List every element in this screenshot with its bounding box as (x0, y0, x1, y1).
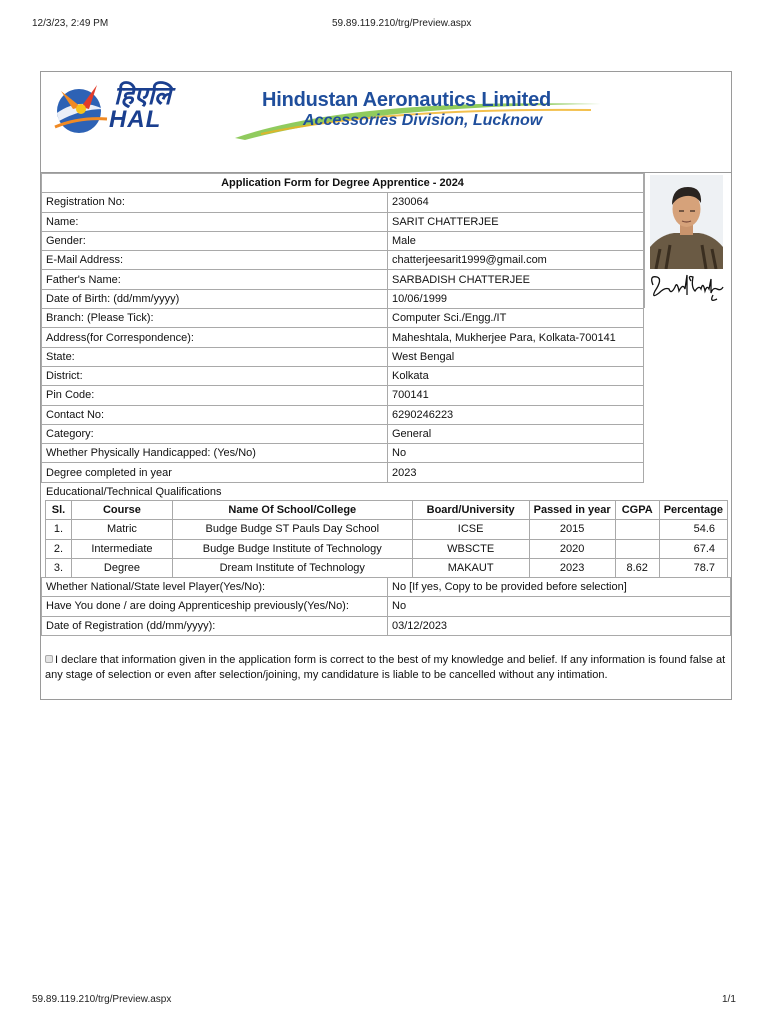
field-value: 10/06/1999 (388, 289, 644, 308)
table-row (42, 193, 644, 212)
table-row (42, 251, 644, 270)
table-header-row (46, 501, 728, 520)
table-cell: Degree (71, 558, 172, 577)
table-row (42, 597, 731, 616)
table-cell: Budge Budge ST Pauls Day School (172, 520, 412, 539)
form-title-row (42, 174, 644, 193)
field-label: Branch: (Please Tick): (42, 309, 388, 328)
table-row (42, 405, 644, 424)
hal-logo-icon (51, 79, 111, 139)
table-row (42, 444, 644, 463)
field-value: 03/12/2023 (388, 616, 731, 635)
table-row (46, 558, 728, 577)
col-header: Course (71, 501, 172, 520)
table-row (42, 463, 644, 482)
table-row (42, 578, 731, 597)
table-row (46, 539, 728, 558)
field-value: Computer Sci./Engg./IT (388, 309, 644, 328)
field-label: State: (42, 347, 388, 366)
field-value: SARIT CHATTERJEE (388, 212, 644, 231)
field-label: Registration No: (42, 193, 388, 212)
division-name: Accessories Division, Lucknow (303, 112, 543, 129)
applicant-details-table (41, 173, 644, 483)
table-cell: Intermediate (71, 539, 172, 558)
print-datetime: 12/3/23, 2:49 PM (32, 18, 109, 29)
field-value: 700141 (388, 386, 644, 405)
logo-hal-text: HAL (109, 106, 162, 133)
additional-info-table (41, 577, 731, 636)
applicant-photo (650, 175, 723, 269)
field-label: Have You done / are doing Apprenticeship previously(Yes/No): (42, 597, 388, 616)
company-name: Hindustan Aeronautics Limited (262, 89, 552, 111)
field-label: E-Mail Address: (42, 251, 388, 270)
table-cell: 67.4 (659, 539, 727, 558)
table-row (42, 270, 644, 289)
table-cell (615, 539, 659, 558)
field-label: Category: (42, 424, 388, 443)
education-section-label: Educational/Technical Qualifications (46, 486, 222, 498)
field-value: General (388, 424, 644, 443)
col-header: CGPA (615, 501, 659, 520)
table-cell: Budge Budge Institute of Technology (172, 539, 412, 558)
table-row (42, 309, 644, 328)
field-value: Male (388, 231, 644, 250)
table-cell: 2023 (529, 558, 615, 577)
field-label: Whether National/State level Player(Yes/No): (42, 578, 388, 597)
col-header: Name Of School/College (172, 501, 412, 520)
table-cell: Dream Institute of Technology (172, 558, 412, 577)
field-label: Name: (42, 212, 388, 231)
field-label: Contact No: (42, 405, 388, 424)
photo-signature-box (644, 173, 731, 308)
col-header: Board/University (412, 501, 529, 520)
field-value: Kolkata (388, 366, 644, 385)
field-value: No (388, 444, 644, 463)
form-title: Application Form for Degree Apprentice - 2024 (42, 174, 644, 193)
application-form (40, 71, 732, 700)
field-value: 6290246223 (388, 405, 644, 424)
table-row (42, 231, 644, 250)
table-cell: 2. (46, 539, 72, 558)
field-value: No [If yes, Copy to be provided before selection] (388, 578, 731, 597)
field-label: District: (42, 366, 388, 385)
table-row (42, 424, 644, 443)
col-header: Sl. (46, 501, 72, 520)
table-cell: 8.62 (615, 558, 659, 577)
table-cell: Matric (71, 520, 172, 539)
field-label: Whether Physically Handicapped: (Yes/No) (42, 444, 388, 463)
field-value: 2023 (388, 463, 644, 482)
applicant-signature (647, 269, 727, 307)
table-row (42, 328, 644, 347)
col-header: Passed in year (529, 501, 615, 520)
field-label: Pin Code: (42, 386, 388, 405)
field-label: Address(for Correspondence): (42, 328, 388, 347)
table-row (46, 520, 728, 539)
table-cell: MAKAUT (412, 558, 529, 577)
field-value: West Bengal (388, 347, 644, 366)
field-value: Maheshtala, Mukherjee Para, Kolkata-700141 (388, 328, 644, 347)
field-label: Date of Birth: (dd/mm/yyyy) (42, 289, 388, 308)
declaration-checkbox[interactable] (45, 655, 53, 663)
table-row (42, 347, 644, 366)
table-row (42, 366, 644, 385)
table-cell: 54.6 (659, 520, 727, 539)
table-row (42, 386, 644, 405)
table-cell: WBSCTE (412, 539, 529, 558)
field-value: chatterjeesarit1999@gmail.com (388, 251, 644, 270)
education-table (45, 500, 728, 578)
table-cell: 2020 (529, 539, 615, 558)
table-row (42, 289, 644, 308)
field-label: Gender: (42, 231, 388, 250)
col-header: Percentage (659, 501, 727, 520)
table-cell (615, 520, 659, 539)
table-cell: ICSE (412, 520, 529, 539)
print-footer-url: 59.89.119.210/trg/Preview.aspx (32, 994, 172, 1005)
table-cell: 2015 (529, 520, 615, 539)
table-cell: 1. (46, 520, 72, 539)
field-value: SARBADISH CHATTERJEE (388, 270, 644, 289)
declaration-text: I declare that information given in the application form is correct to the best of my knowledge and belief. If any information is found false at any stage of selection or even after selection/joining, my candidature is liable to be cancelled without any intimation. (45, 654, 726, 681)
table-row (42, 212, 644, 231)
table-row (42, 616, 731, 635)
field-value: No (388, 597, 731, 616)
hal-banner (41, 72, 731, 173)
table-cell: 78.7 (659, 558, 727, 577)
table-cell: 3. (46, 558, 72, 577)
field-label: Date of Registration (dd/mm/yyyy): (42, 616, 388, 635)
field-label: Father's Name: (42, 270, 388, 289)
field-value: 230064 (388, 193, 644, 212)
print-url: 59.89.119.210/trg/Preview.aspx (332, 18, 472, 29)
field-label: Degree completed in year (42, 463, 388, 482)
declaration (45, 653, 729, 683)
page-number: 1/1 (722, 994, 736, 1005)
logo-hindi-text: हिएलि (114, 81, 172, 110)
